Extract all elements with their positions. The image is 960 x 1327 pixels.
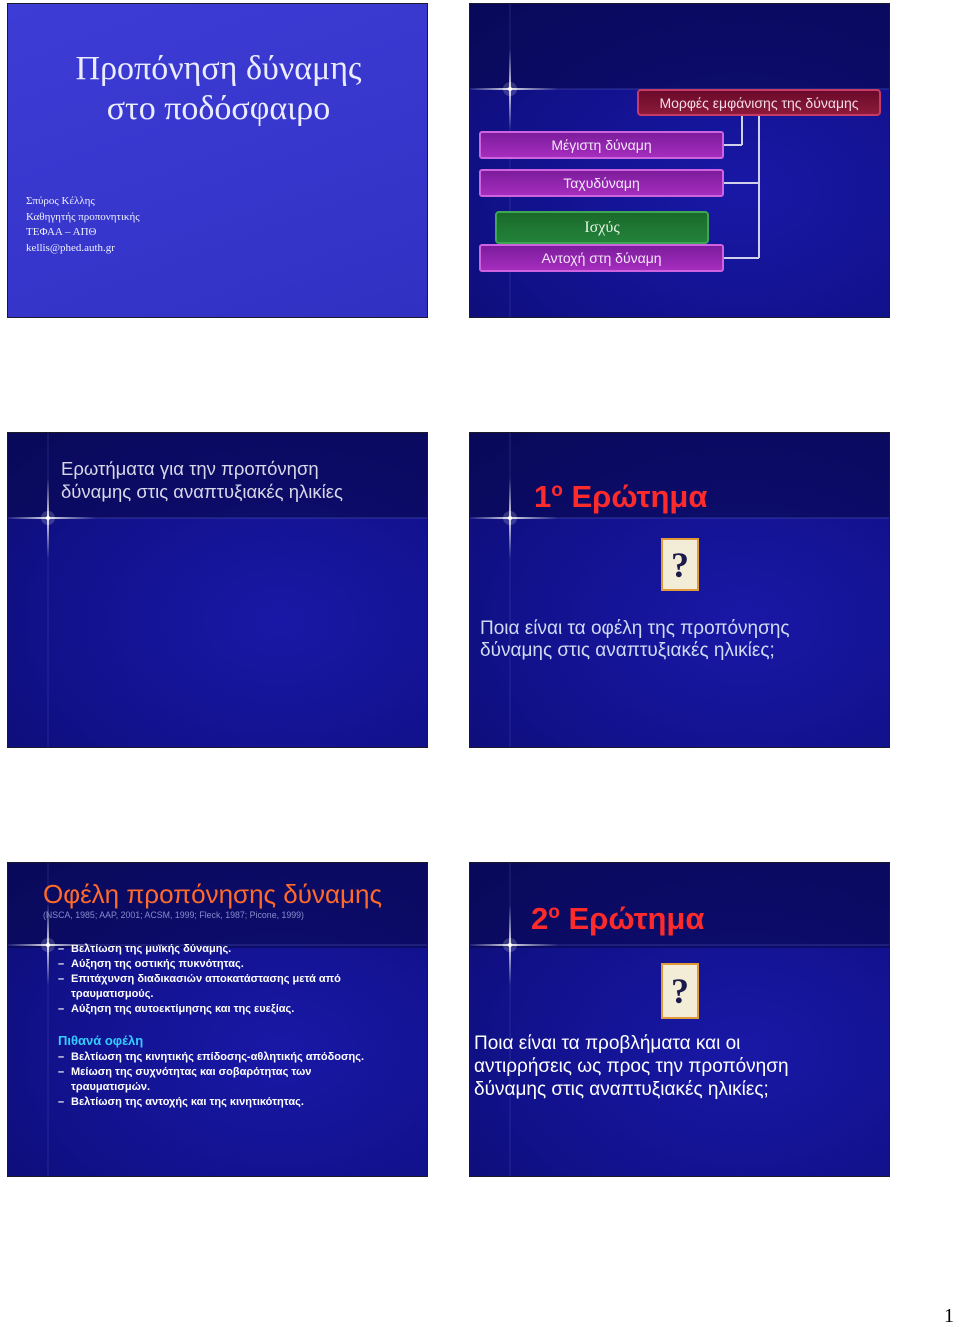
- ordinal-suffix: ο: [551, 480, 563, 501]
- form-label: Αντοχή στη δύναμη: [541, 250, 662, 266]
- benefit-text-continued: τραυματισμούς.: [71, 988, 154, 1000]
- possible-benefit-item: [58, 1050, 364, 1065]
- strength-forms-root-label: Μορφές εμφάνισης της δύναμης: [659, 94, 859, 111]
- slide-questions-intro: [7, 432, 428, 748]
- possible-benefit-text: Βελτίωση της κινητικής επίδοσης-αθλητικής απόδοσης.: [71, 1051, 365, 1063]
- question-text-line: δύναμης στις αναπτυξιακές ηλικίες;: [480, 640, 775, 661]
- question-mark-icon: [661, 538, 699, 591]
- benefit-item: [58, 972, 341, 1002]
- page-number: 1: [944, 1305, 954, 1327]
- presentation-title: [8, 49, 428, 129]
- benefit-text: Αύξηση της οστικής πυκνότητας.: [71, 958, 244, 970]
- slide-question-1: [469, 432, 890, 748]
- form-label: Μέγιστη δύναμη: [551, 137, 652, 153]
- slide-heading-line: δύναμης στις αναπτυξιακές ηλικίες: [61, 481, 343, 502]
- question-mark-glyph: ?: [671, 544, 689, 585]
- benefits-list: [58, 942, 341, 1017]
- bullet-dash: –: [58, 943, 65, 955]
- question-text: [474, 1032, 789, 1101]
- question-word: Ερώτημα: [571, 479, 708, 514]
- form-label: Ταχυδύναμη: [563, 175, 640, 191]
- possible-benefit-text-continued: τραυματισμών.: [71, 1081, 151, 1093]
- bullet-dash: –: [58, 1066, 65, 1078]
- question-number: 1: [534, 479, 552, 514]
- benefits-title: Οφέλη προπόνησης δύναμης: [43, 879, 382, 909]
- question-text: [480, 618, 790, 662]
- possible-benefit-text: Μείωση της συχνότητας και σοβαρότητας των: [71, 1066, 312, 1078]
- question-text-line: δύναμης στις αναπτυξιακές ηλικίες;: [474, 1079, 769, 1100]
- author-name: Σπύρος Κέλλης: [26, 195, 95, 207]
- possible-benefits-heading: Πιθανά οφέλη: [58, 1033, 144, 1048]
- possible-benefit-item: [58, 1065, 364, 1095]
- possible-benefit-text: Βελτίωση της αντοχής και της κινητικότητας.: [71, 1096, 304, 1108]
- references: (NSCA, 1985; AAP, 2001; ACSM, 1999; Fleck, 1987; Picone, 1999): [43, 910, 304, 920]
- question-text-line: Ποια είναι τα οφέλη της προπόνησης: [480, 618, 790, 639]
- slide-strength-forms: [469, 3, 890, 318]
- possible-benefits-list: [58, 1050, 364, 1110]
- author-block: [26, 194, 140, 256]
- slide-question-2: [469, 862, 890, 1177]
- presentation-title-line: στο ποδόσφαιρο: [106, 90, 331, 127]
- form-label: Ισχύς: [584, 218, 620, 236]
- presentation-title-line: Προπόνηση δύναμης: [75, 50, 362, 87]
- question-number: 2: [531, 901, 549, 936]
- benefit-text: Επιτάχυνση διαδικασιών αποκατάστασης μετά από: [71, 973, 341, 985]
- bullet-dash: –: [58, 1003, 65, 1015]
- question-text-line: αντιρρήσεις ως προς την προπόνηση: [474, 1056, 789, 1077]
- question-title: [534, 479, 707, 515]
- bullet-dash: –: [58, 1096, 65, 1108]
- form-box-speed-strength: [479, 169, 724, 197]
- bullet-dash: –: [58, 1051, 65, 1063]
- author-role: Καθηγητής προπονητικής: [26, 210, 140, 223]
- question-mark-icon: [661, 963, 699, 1019]
- question-mark-glyph: ?: [671, 971, 689, 1011]
- benefit-item: [58, 1002, 341, 1017]
- slide-heading-line: Ερωτήματα για την προπόνηση: [61, 458, 319, 479]
- form-box-power: [495, 211, 709, 244]
- strength-forms-root-box: [637, 89, 881, 116]
- form-box-maximal-strength: [479, 131, 724, 159]
- benefit-item: [58, 957, 341, 972]
- possible-benefit-item: [58, 1095, 364, 1110]
- question-text-line: Ποια είναι τα προβλήματα και οι: [474, 1033, 741, 1054]
- benefit-item: [58, 942, 341, 957]
- bullet-dash: –: [58, 973, 65, 985]
- author-institution: ΤΕΦΑΑ – ΑΠΘ: [26, 226, 97, 239]
- bullet-dash: –: [58, 958, 65, 970]
- question-word: Ερώτημα: [568, 901, 705, 936]
- benefit-text: Αύξηση της αυτοεκτίμησης και της ευεξίας.: [71, 1003, 295, 1015]
- form-box-strength-endurance: [479, 244, 724, 272]
- slide-title: [7, 3, 428, 318]
- author-email: kellis@phed.auth.gr: [26, 241, 115, 254]
- slide-heading: [61, 457, 343, 503]
- ordinal-suffix: ο: [548, 902, 560, 923]
- benefit-text: Βελτίωση της μυϊκής δύναμης.: [71, 943, 232, 955]
- slide-benefits: [7, 862, 428, 1177]
- question-title: [531, 901, 704, 937]
